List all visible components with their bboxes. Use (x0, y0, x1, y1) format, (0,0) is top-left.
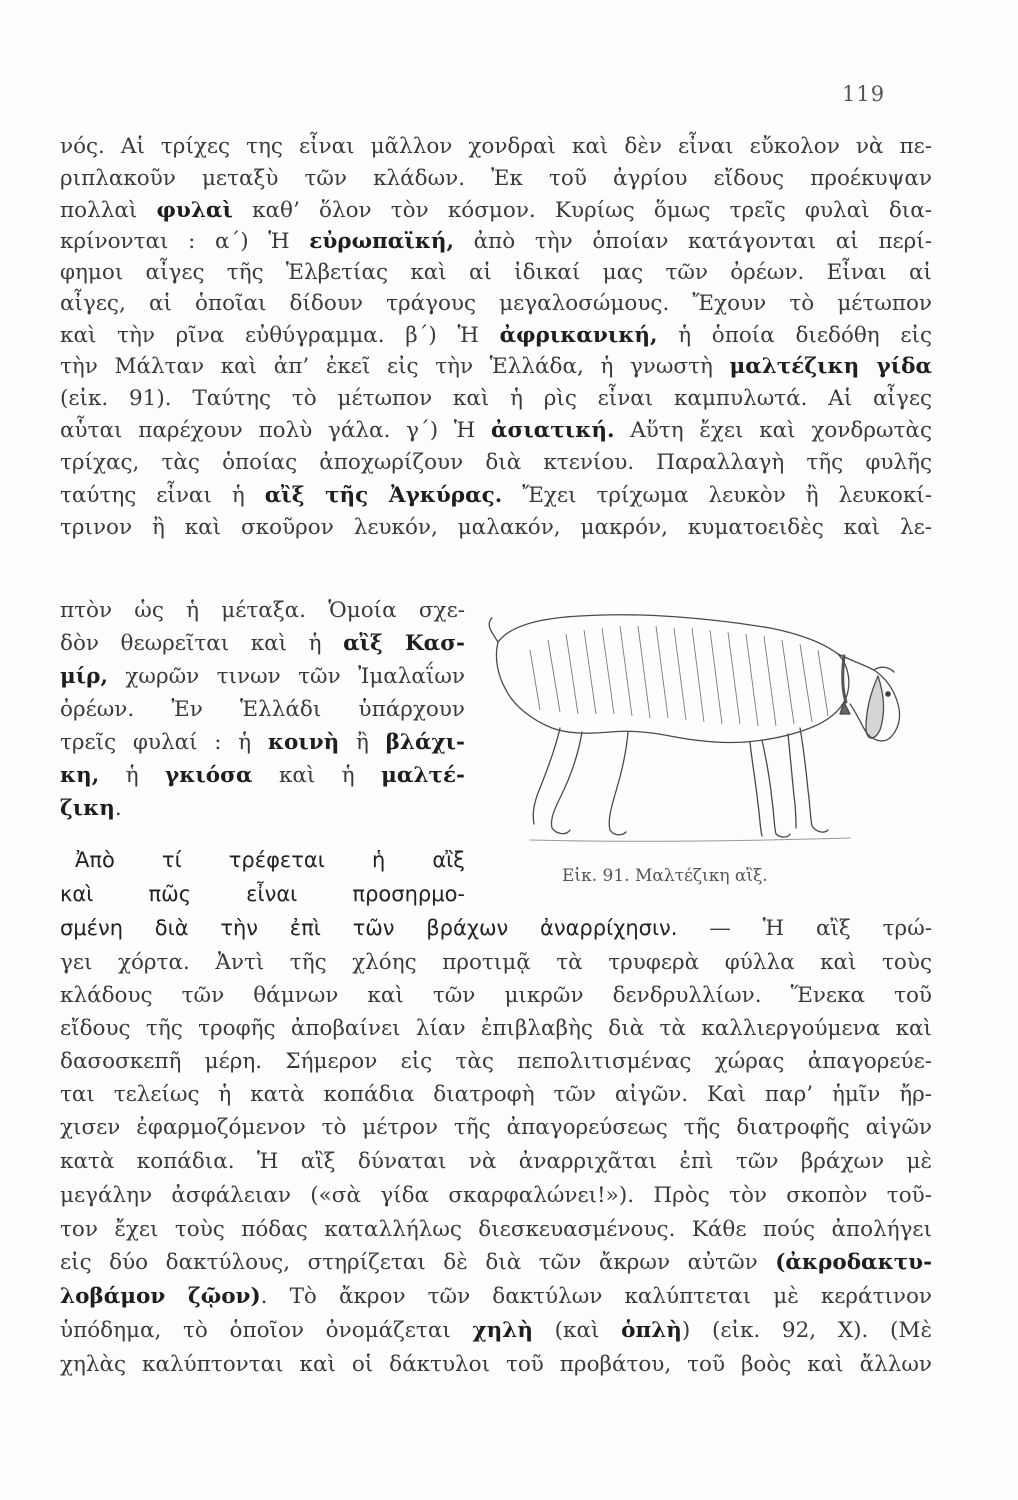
text-line-23 (60, 918, 932, 940)
text-line-18 (60, 732, 465, 754)
bold-term: μαλτέζικη γίδα (729, 354, 932, 379)
bold-term: μίρ, (60, 664, 108, 689)
text-line-19 (60, 765, 465, 787)
text-line-10 (60, 420, 932, 442)
text-line-34 (60, 1286, 932, 1308)
text-line-33 (60, 1252, 932, 1274)
bold-term: μαλτέ- (381, 763, 465, 788)
text-line-24: γει χόρτα. Ἀντὶ τῆς χλόης προτιμᾷ τὰ τρυφερὰ φύλλα καὶ τοὺς (60, 950, 932, 975)
text-span: ἢ (339, 730, 386, 755)
text-span: εἰς δύο δακτύλους, στηρίζεται δὲ διὰ τῶν ἄκρων αὐτῶν (60, 1250, 776, 1275)
text-span: αὗται παρέχουν πολὺ γάλα. γ΄) Ἡ (60, 418, 491, 443)
bold-term: εὐρωπαϊκή, (309, 229, 454, 254)
text-line-20 (60, 798, 122, 820)
text-line-36: χηλὰς καλύπτονται καὶ οἱ δάκτυλοι τοῦ προβάτου, τοῦ βοὸς καὶ ἄλλων (60, 1352, 932, 1377)
bold-term: βλάχι- (385, 730, 465, 755)
text-line-9: (εἰκ. 91). Ταύτης τὸ μέτωπον καὶ ἡ ρὶς εἶναι καμπυλωτά. Αἱ αἶγες (60, 386, 932, 411)
text-span: (καὶ (532, 1318, 622, 1343)
text-line-3 (60, 200, 932, 222)
text-line-7 (60, 325, 932, 347)
text-span: ἡ (99, 763, 166, 788)
text-line-5: φημοι αἶγες τῆς Ἑλβετίας καὶ αἱ ἰδικαί μας τῶν ὀρέων. Εἶναι αἱ (60, 260, 932, 285)
text-span: Αὕτη ἔχει καὶ χονδρωτὰς (614, 418, 932, 443)
text-span: κρίνονται : α΄) Ἡ (60, 229, 310, 254)
text-line-25: κλάδους τῶν θάμνων καὶ τῶν μικρῶν δενδρυλλίων. Ἕνεκα τοῦ (60, 983, 932, 1008)
figure (470, 590, 930, 860)
text-line-1: νός. Αἱ τρίχες της εἶναι μᾶλλον χονδραὶ καὶ δὲν εἶναι εὔκολον νὰ πε- (60, 134, 932, 159)
text-span: . Τὸ ἄκρον τῶν δακτύλων καλύπτεται μὲ κεράτινον (260, 1284, 932, 1309)
text-span: ) (εἰκ. 92, Χ). (Μὲ (681, 1318, 932, 1343)
bold-term: κη, (60, 763, 100, 788)
text-span: ταύτης εἶναι ἡ (60, 483, 265, 508)
text-span: ὑπόδημα, τὸ ὁποῖον ὀνομάζεται (60, 1318, 473, 1343)
text-line-11: τρίχας, τὰς ὁποίας ἀποχωρίζουν διὰ κτενίου. Παραλλαγὴ τῆς φυλῆς (60, 450, 932, 475)
text-line-29: χισεν ἐφαρμοζόμενον τὸ μέτρον τῆς ἀπαγορεύσεως τῆς διατροφῆς αἰγῶν (60, 1115, 932, 1140)
text-line-16 (60, 666, 465, 688)
bold-term: αἲξ τῆς Ἀγκύρας. (264, 483, 503, 508)
text-span: καὶ ἡ (252, 763, 382, 788)
text-line-4 (60, 231, 932, 253)
bold-term: κοινὴ (267, 730, 340, 755)
text-span: χωρῶν τινων τῶν Ἰμαλαΐων (107, 664, 465, 689)
text-line-31: μεγάλην ἀσφάλειαν («σὰ γίδα σκαρφαλώνει!»). Πρὸς τὸν σκοπὸν τοῦ- (60, 1183, 932, 1208)
section-heading-line-2: καὶ πῶς εἶναι προσηρμο- (60, 882, 465, 906)
bold-term: ἀσιατική. (490, 418, 615, 443)
goat-illustration (470, 590, 930, 860)
page-number: 119 (842, 82, 886, 106)
text-line-26: εἴδους τῆς τροφῆς ἀποβαίνει λίαν ἐπιβλαβὴς διὰ τὰ καλλιεργούμενα καὶ (60, 1016, 932, 1041)
text-span: . (114, 796, 122, 821)
bold-term: λοβάμον ζῷον) (60, 1284, 261, 1309)
bold-term: χηλὴ (472, 1318, 533, 1343)
bold-term: αἲξ Κασ- (343, 631, 465, 656)
bold-term: φυλαὶ (156, 198, 233, 223)
bold-term: ὁπλὴ (621, 1318, 682, 1343)
text-line-35 (60, 1320, 932, 1342)
text-line-14: πτὸν ὡς ἡ μέταξα. Ὁμοία σχε- (60, 598, 465, 623)
bold-term: (ἀκροδακτυ- (775, 1250, 932, 1275)
text-span: ἀπὸ τὴν ὁποίαν κατάγονται αἱ περί- (453, 229, 932, 254)
text-span: πολλαὶ (60, 198, 157, 223)
text-span: καὶ τὴν ρῖνα εὐθύγραμμα. β΄) Ἡ (60, 323, 500, 348)
text-line-12 (60, 485, 932, 507)
text-line-15 (60, 633, 465, 655)
text-line-28: ται τελείως ἡ κατὰ κοπάδια διατροφὴ τῶν αἰγῶν. Καὶ παρ’ ἡμῖν ἤρ- (60, 1082, 932, 1107)
section-heading-end: σμένη διὰ τὴν ἐπὶ τῶν βράχων ἀναρρίχησιν. (60, 916, 678, 940)
text-span: τρεῖς φυλαί : ἡ (60, 730, 268, 755)
text-line-30: κατὰ κοπάδια. Ἡ αἲξ δύναται νὰ ἀναρριχᾶται ἐπὶ τῶν βράχων μὲ (60, 1149, 932, 1174)
text-span: τὴν Μάλταν καὶ ἀπ’ ἐκεῖ εἰς τὴν Ἑλλάδα, ἡ γνωστὴ (60, 354, 730, 379)
text-span: δὸν θεωρεῖται καὶ ἡ (60, 631, 344, 656)
text-span: καθ’ ὅλον τὸν κόσμον. Κυρίως ὅμως τρεῖς φυλαὶ δια- (232, 198, 932, 223)
text-span: ἡ ὁποία διεδόθη εἰς (657, 323, 932, 348)
bold-term: ἀφρικανική, (499, 323, 658, 348)
text-line-17: ὀρέων. Ἐν Ἑλλάδι ὑπάρχουν (60, 697, 465, 722)
figure-caption: Εἰκ. 91. Μαλτέζικη αἲξ. (562, 866, 768, 886)
text-line-13: τρινον ἢ καὶ σκοῦρον λευκόν, μαλακόν, μακρόν, κυματοειδὲς καὶ λε- (60, 515, 932, 540)
text-span: — Ἡ αἲξ τρώ- (677, 916, 932, 941)
bold-term: γκιόσα (165, 763, 253, 788)
text-line-8 (60, 356, 932, 378)
section-heading-line-1: Ἀπὸ τί τρέφεται ἡ αἲξ (75, 848, 465, 872)
text-line-27: δασοσκεπῆ μέρη. Σήμερον εἰς τὰς πεπολιτισμένας χώρας ἀπαγορεύε- (60, 1049, 932, 1074)
text-line-2: ριπλακοῦν μεταξὺ τῶν κλάδων. Ἐκ τοῦ ἀγρίου εἴδους προέκυψαν (60, 166, 932, 191)
bold-term: ζικη (60, 796, 115, 821)
text-line-32: τον ἔχει τοὺς πόδας καταλλήλως διεσκευασμένους. Κάθε πούς ἀπολήγει (60, 1217, 932, 1242)
text-line-6: αἶγες, αἱ ὁποῖαι δίδουν τράγους μεγαλοσώμους. Ἔχουν τὸ μέτωπον (60, 291, 932, 316)
text-span: Ἔχει τρίχωμα λευκὸν ἢ λευκοκί- (502, 483, 932, 508)
